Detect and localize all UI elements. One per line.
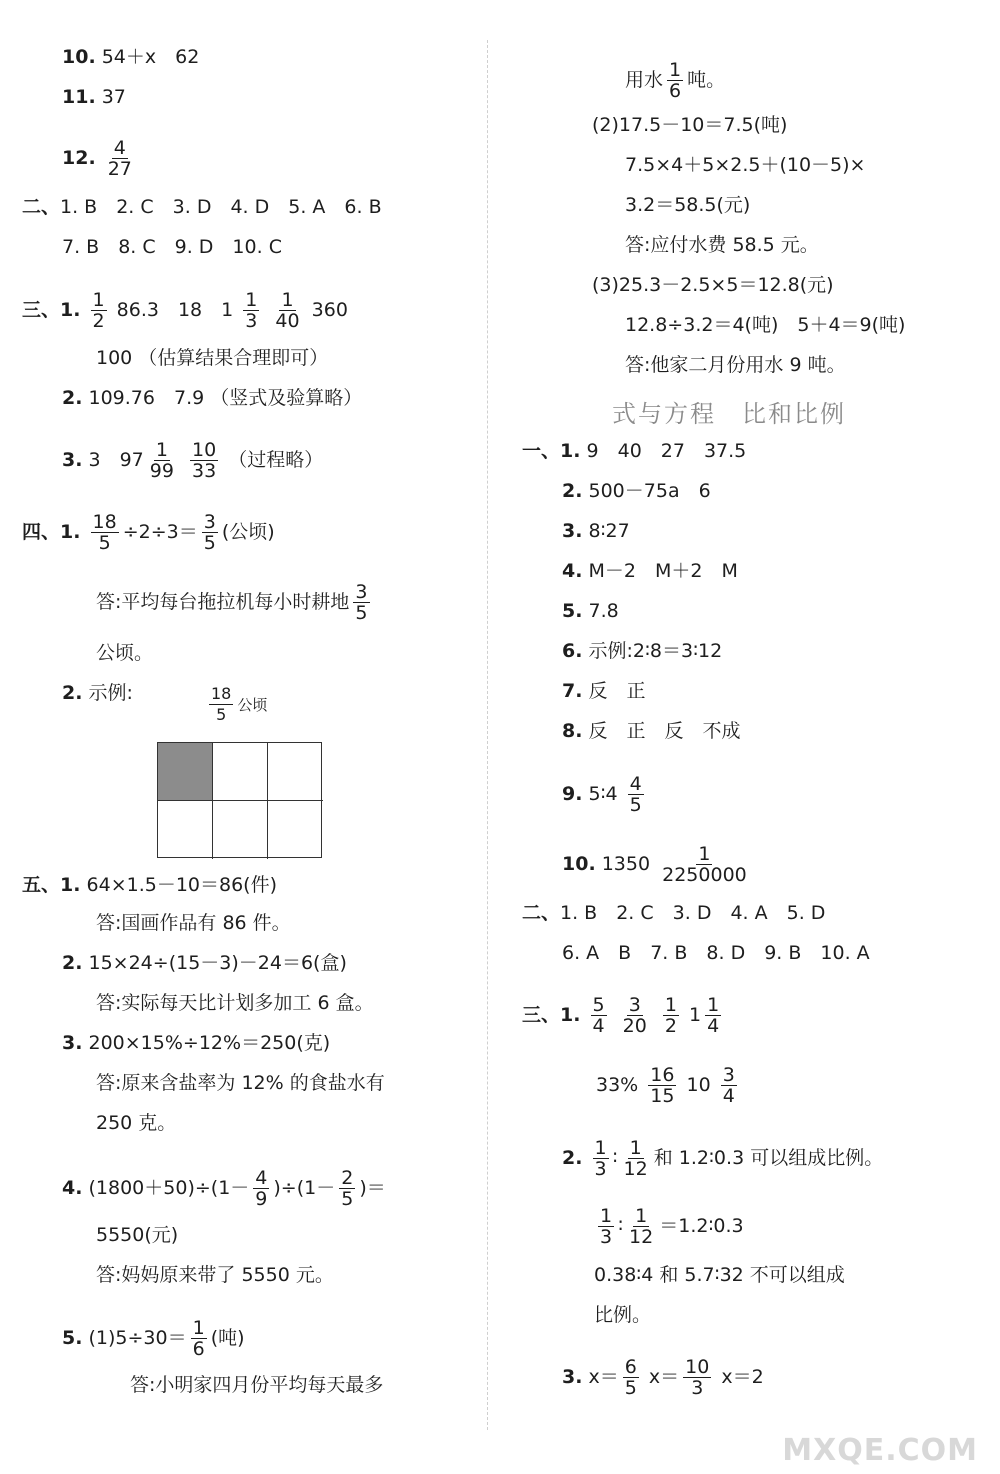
eq-answer-6: 6. 示例:2∶8＝3∶12	[562, 640, 723, 662]
cont-line-2: (2)17.5－10＝7.5(吨)	[592, 114, 788, 136]
section-5-answer-3: 3. 200×15%÷12%＝250(克)	[62, 1032, 331, 1054]
grid-cell-shaded	[158, 743, 213, 801]
answer-12: 12. $\frac{4}{27}$	[62, 137, 132, 180]
eq-answer-3: 3. 8∶27	[562, 520, 630, 542]
section-5-answer-3-reply: 答:原来含盐率为 12% 的食盐水有	[96, 1072, 385, 1094]
eq-answer-1: 一、1. 9 40 27 37.5	[522, 440, 747, 462]
column-divider	[487, 40, 488, 1430]
cont-line-5: 答:应付水费 58.5 元。	[625, 234, 819, 256]
answer-10: 10. 54＋x 62	[62, 46, 200, 68]
answer-11: 11. 37	[62, 86, 126, 108]
cont-line-8: 答:他家二月份用水 9 吨。	[625, 354, 846, 376]
section-5-answer-5: 5. (1)5÷30＝ $\frac{1}{6}$ (吨)	[62, 1317, 245, 1360]
grid-cell	[213, 743, 268, 801]
eq-section-3-answer-3: 3. x＝ $\frac{6}{5}$ x＝ $\frac{10}{3}$ x＝2	[562, 1356, 764, 1399]
section-3-answer-1-cont: 100 （估算结果合理即可）	[96, 347, 329, 369]
eq-section-3-answer-2-line-2: $\frac{1}{3}$ ∶ $\frac{1}{12}$ ＝1.2∶0.3	[600, 1205, 744, 1248]
cont-line-1: 用水 $\frac{1}{6}$ 吨。	[625, 59, 726, 102]
section-3-answer-2: 2. 109.76 7.9 （竖式及验算略）	[62, 387, 363, 409]
cont-line-3: 7.5×4＋5×2.5＋(10－5)×	[625, 154, 866, 176]
eq-section-3-answer-2-line-4: 比例。	[594, 1304, 652, 1326]
grid-label: $\frac{18}{5}$ 公顷	[211, 684, 268, 724]
eq-section-3-answer-1-cont: 33% $\frac{16}{15}$ 10 $\frac{3}{4}$	[596, 1064, 735, 1107]
eq-answer-9: 9. 5∶4 $\frac{4}{5}$	[562, 773, 642, 816]
eq-answer-8: 8. 反 正 反 不成	[562, 720, 741, 742]
grid-cell	[158, 801, 213, 859]
cont-line-4: 3.2＝58.5(元)	[625, 194, 751, 216]
eq-answer-7: 7. 反 正	[562, 680, 646, 702]
eq-section-2-row-1: 二、1. B 2. C 3. D 4. A 5. D	[522, 902, 826, 924]
section-5-answer-4-reply: 答:妈妈原来带了 5550 元。	[96, 1264, 334, 1286]
section-3-answer-1: 三、1. $\frac{1}{2}$ 86.3 18 1 $\frac{1}{3}$ $\frac{1}{40}$ 360	[22, 289, 348, 332]
grid-cell	[268, 801, 323, 859]
section-5-answer-2-reply: 答:实际每天比计划多加工 6 盒。	[96, 992, 374, 1014]
area-grid-diagram	[157, 742, 322, 858]
section-heading: 式与方程 比和比例	[612, 400, 846, 428]
section-5-answer-1: 五、1. 64×1.5－10＝86(件)	[22, 874, 278, 896]
section-2-row-1: 二、1. B 2. C 3. D 4. D 5. A 6. B	[22, 196, 382, 218]
section-4-answer-1-reply-cont: 公顷。	[96, 642, 154, 664]
eq-answer-5: 5. 7.8	[562, 600, 619, 622]
section-5-answer-4: 4. (1800＋50)÷(1－ $\frac{4}{9}$ )÷(1－ $\frac{2}{5}$ )＝	[62, 1167, 386, 1210]
grid-cell	[213, 801, 268, 859]
section-5-answer-3-reply-cont: 250 克。	[96, 1112, 177, 1134]
eq-section-3-answer-2: 2. $\frac{1}{3}$ ∶ $\frac{1}{12}$ 和 1.2∶0.3 可以组成比例。	[562, 1137, 884, 1180]
eq-section-3-answer-1: 三、1. $\frac{5}{4}$ $\frac{3}{20}$ $\frac{1}{2}$ 1 $\frac{1}{4}$	[522, 994, 720, 1037]
section-5-answer-2: 2. 15×24÷(15－3)－24＝6(盒)	[62, 952, 347, 974]
section-5-answer-5-reply: 答:小明家四月份平均每天最多	[130, 1374, 384, 1396]
section-4-answer-2: 2. 示例:	[62, 682, 133, 704]
section-5-answer-4-cont: 5550(元)	[96, 1224, 179, 1246]
section-4-answer-1: 四、1. $\frac{18}{5}$ ÷2÷3＝ $\frac{3}{5}$ (公顷)	[22, 511, 275, 554]
section-4-answer-1-reply: 答:平均每台拖拉机每小时耕地 $\frac{3}{5}$	[96, 581, 368, 624]
watermark: MXQE.COM	[782, 1433, 978, 1468]
section-5-answer-1-reply: 答:国画作品有 86 件。	[96, 912, 291, 934]
eq-section-2-row-2: 6. A B 7. B 8. D 9. B 10. A	[562, 942, 870, 964]
cont-line-6: (3)25.3－2.5×5＝12.8(元)	[592, 274, 834, 296]
section-3-answer-3: 3. 3 97 $\frac{1}{99}$ $\frac{10}{33}$ （过程略）	[62, 439, 324, 482]
eq-answer-10: 10. 1350 $\frac{1}{2250000}$	[562, 843, 747, 886]
eq-answer-2: 2. 500－75a 6	[562, 480, 711, 502]
eq-section-3-answer-2-line-3: 0.38∶4 和 5.7∶32 不可以组成	[594, 1264, 845, 1286]
section-2-row-2: 7. B 8. C 9. D 10. C	[62, 236, 282, 258]
eq-answer-4: 4. M－2 M＋2 M	[562, 560, 738, 582]
grid-cell	[268, 743, 323, 801]
cont-line-7: 12.8÷3.2＝4(吨) 5＋4＝9(吨)	[625, 314, 906, 336]
